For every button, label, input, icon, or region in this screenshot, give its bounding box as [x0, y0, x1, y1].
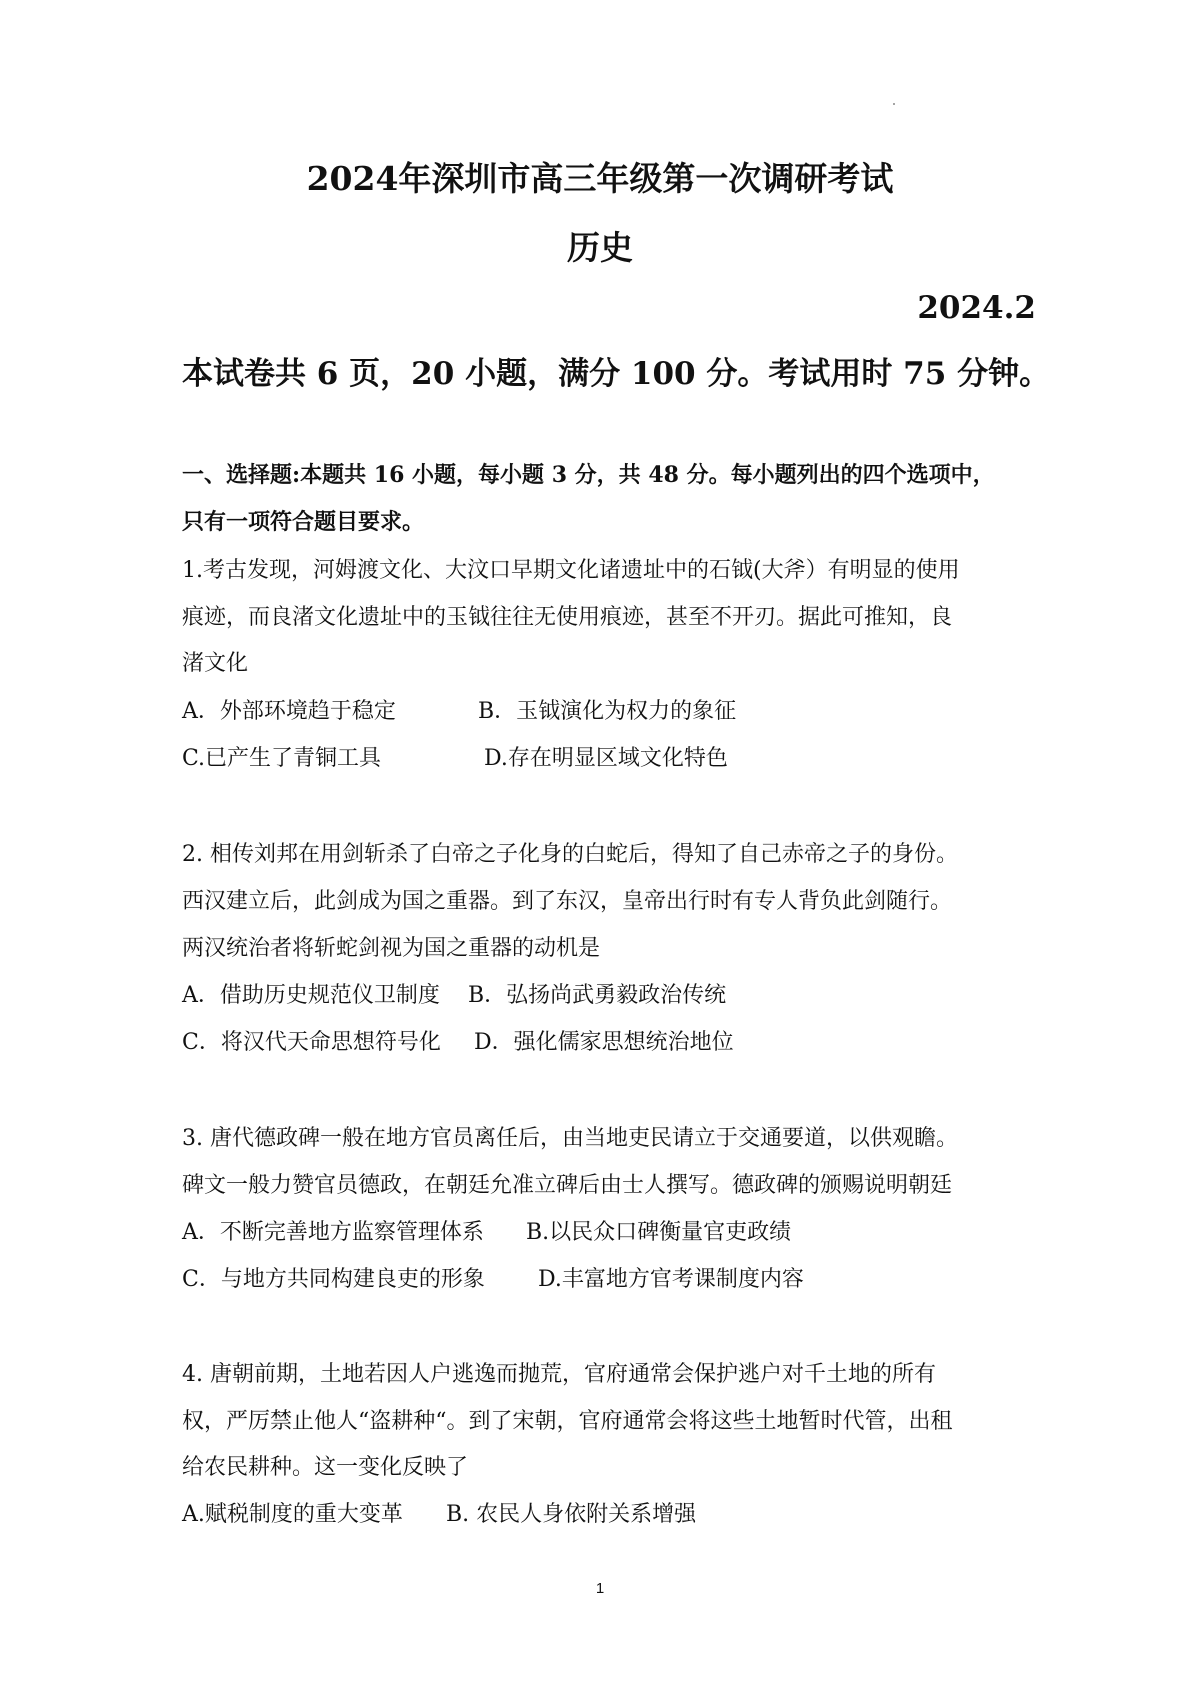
option-c: C．将汉代天命思想符号化 [182, 1030, 441, 1055]
question-line: 1.考古发现，河姆渡文化、大汶口早期文化诸遗址中的石钺(大斧）有明显的使用 [182, 558, 960, 583]
exam-note: 本试卷共 6 页，20 小题，满分 100 分。考试用时 75 分钟。 [182, 356, 1051, 392]
question-line: 3. 唐代德政碑一般在地方官员离任后，由当地吏民请立于交通要道，以供观瞻。 [182, 1126, 958, 1151]
question-line: 渚文化 [182, 651, 249, 676]
option-c: C.已产生了青铜工具 [182, 746, 382, 771]
option-b: B．玉钺演化为权力的象征 [478, 699, 737, 724]
question-line: 4. 唐朝前期，土地若因人户逃逸而抛荒，官府通常会保护逃户对千土地的所有 [182, 1362, 936, 1387]
exam-date: 2024.2 [917, 290, 1036, 326]
exam-title: 2024年深圳市高三年级第一次调研考试 [306, 159, 894, 198]
option-a: A．外部环境趋于稳定 [182, 699, 396, 724]
subject-title: 历史 [567, 228, 633, 267]
option-b: B．弘扬尚武勇毅政治传统 [468, 983, 727, 1008]
question-line: 权，严厉禁止他人“盗耕种“。到了宋朝，官府通常会将这些土地暂时代管，出租 [182, 1409, 953, 1434]
section-heading-line-1: 一、选择题:本题共 16 小题，每小题 3 分，共 48 分。每小题列出的四个选项中， [182, 462, 995, 488]
option-c: C．与地方共同构建良吏的形象 [182, 1267, 485, 1292]
page-number: 1 [595, 1580, 605, 1597]
scan-speck [893, 103, 895, 105]
option-d: D.存在明显区域文化特色 [484, 746, 728, 771]
question-line: 碑文一般力赞官员德政，在朝廷允准立碑后由士人撰写。德政碑的颁赐说明朝廷 [182, 1173, 953, 1198]
question-line: 两汉统治者将斩蛇剑视为国之重器的动机是 [182, 936, 601, 961]
question-line: 给农民耕种。这一变化反映了 [182, 1455, 469, 1480]
section-heading-line-2: 只有一项符合题目要求。 [182, 509, 425, 535]
question-line: 痕迹，而良渚文化遗址中的玉钺往往无使用痕迹，甚至不开刃。据此可推知，良 [182, 605, 953, 630]
question-line: 西汉建立后，此剑成为国之重器。到了东汉，皇帝出行时有专人背负此剑随行。 [182, 889, 953, 914]
question-line: 2. 相传刘邦在用剑斩杀了白帝之子化身的白蛇后，得知了自己赤帝之子的身份。 [182, 842, 958, 867]
option-b: B.以民众口碑衡量官吏政绩 [526, 1220, 792, 1245]
option-a: A.赋税制度的重大变革 [182, 1502, 403, 1527]
option-d: D．强化儒家思想统治地位 [474, 1030, 734, 1055]
option-d: D.丰富地方官考课制度内容 [538, 1267, 804, 1292]
option-a: A．不断完善地方监察管理体系 [182, 1220, 484, 1245]
option-a: A．借助历史规范仪卫制度 [182, 983, 440, 1008]
option-b: B. 农民人身依附关系增强 [446, 1502, 697, 1527]
